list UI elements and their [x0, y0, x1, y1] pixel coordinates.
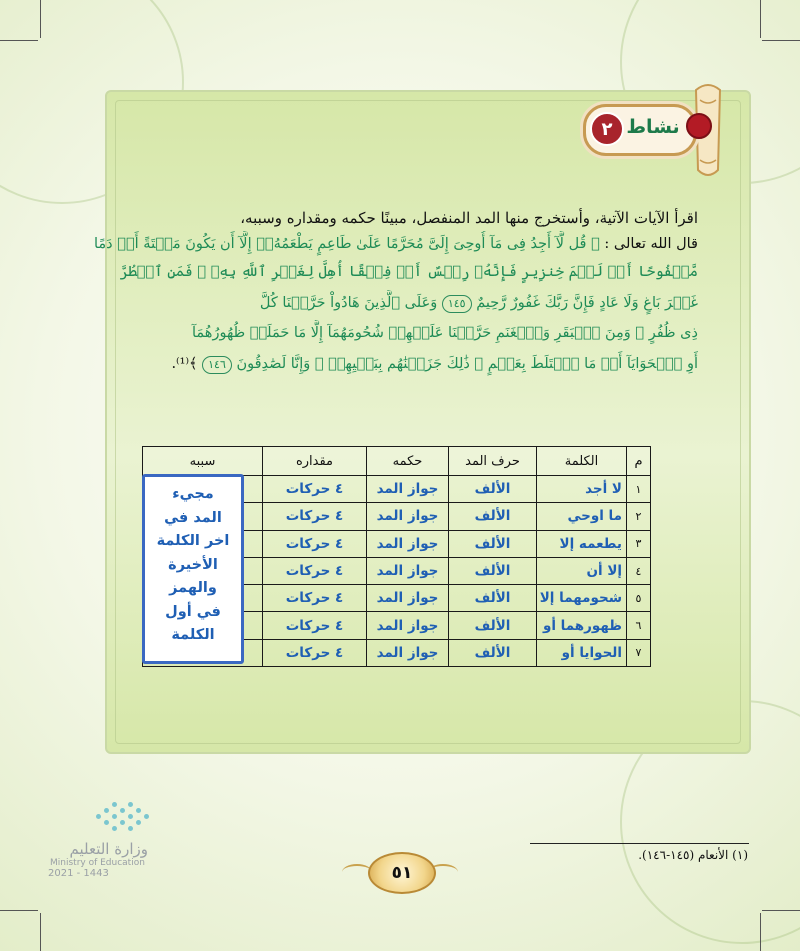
row-ruling: جواز المد: [367, 530, 449, 557]
row-ruling: جواز المد: [367, 476, 449, 503]
row-amount: ٤ حركات: [263, 639, 367, 666]
row-word: ظهورهما أو: [537, 612, 627, 639]
crop-mark: [762, 40, 800, 41]
row-word: شحومهما إلا: [537, 585, 627, 612]
row-letter: الألف: [449, 530, 537, 557]
row-letter: الألف: [449, 612, 537, 639]
row-amount: ٤ حركات: [263, 612, 367, 639]
verse-line: [78, 351, 698, 377]
row-amount: ٤ حركات: [263, 585, 367, 612]
row-amount: ٤ حركات: [263, 503, 367, 530]
row-ruling: جواز المد: [367, 557, 449, 584]
reason-answer-box: [142, 474, 244, 664]
row-word: الحوايا أو: [537, 639, 627, 666]
reason-line: الأخيرة: [168, 556, 218, 573]
row-letter: الألف: [449, 585, 537, 612]
verse-intro: قال الله تعالى :: [604, 236, 698, 252]
reason-line: المد في: [164, 509, 222, 526]
verse-text: أَوِ ٱلۡحَوَايَآ أَوۡ مَا ٱخۡتَلَطَ بِعَظۡمٍ ۚ ذَٰلِكَ جَزَيۡنَٰهُم بِبَغۡيِهِمۡ ۖ وَإِنَّا لَصَٰدِقُونَ: [236, 356, 698, 372]
reason-line: الكلمة: [171, 627, 215, 643]
row-index: ٧: [627, 639, 651, 666]
row-word: ما اوحي: [537, 503, 627, 530]
header-amount: مقداره: [263, 447, 367, 476]
crop-mark: [760, 913, 761, 951]
row-index: ٦: [627, 612, 651, 639]
page-number-ornament: [338, 848, 462, 894]
row-index: ٥: [627, 585, 651, 612]
row-word: يطعمه إلا: [537, 530, 627, 557]
crop-mark: [762, 910, 800, 911]
instructions: اقرأ الآيات الآتية، وأستخرج منها المد المنفصل، مبينًا حكمه ومقداره وسببه،: [240, 209, 698, 227]
page-number: ٥١: [368, 852, 436, 894]
activity-number: ٢: [590, 112, 624, 146]
crop-mark: [0, 910, 38, 911]
header-ruling: حكمه: [367, 447, 449, 476]
row-letter: الألف: [449, 557, 537, 584]
row-ruling: جواز المد: [367, 639, 449, 666]
row-ruling: جواز المد: [367, 612, 449, 639]
row-letter: الألف: [449, 503, 537, 530]
header-reason: سببه: [143, 447, 263, 476]
verse-text: ذِى ظُفُرٍ ۖ وَمِنَ ٱلۡبَقَرِ وَٱلۡغَنَمِ حَرَّمۡنَا عَلَيۡهِمۡ شُحُومَهُمَآ إِلَّا مَا حَمَلَتۡ ظُهُورُهُمَآ: [192, 325, 698, 341]
activity-label: نشاط: [626, 116, 680, 138]
verse-line: [78, 231, 698, 257]
ministry-name-english: Ministry of Education: [50, 858, 145, 868]
footnote-divider: [530, 843, 749, 844]
verse-text: وَعَلَى ٱلَّذِينَ هَادُواْ حَرَّمۡنَا كُلَّ: [259, 295, 438, 311]
verse-line: [78, 259, 698, 285]
verse-text: ﴿ قُل لَّآ أَجِدُ فِى مَآ أُوحِىَ إِلَىَّ مُحَرَّمًا عَلَىٰ طَاعِمٍ يَطْعَمُهُۥٓ إِلَّآ أَن يَكُونَ مَيۡتَةً أَوۡ دَمًا: [94, 236, 600, 252]
verse-line: [78, 290, 698, 316]
wax-seal-icon: [686, 113, 712, 139]
ministry-logo: [44, 800, 154, 880]
table-header-row: [143, 447, 651, 476]
row-ruling: جواز المد: [367, 585, 449, 612]
crop-mark: [0, 40, 38, 41]
row-amount: ٤ حركات: [263, 530, 367, 557]
crop-mark: [760, 0, 761, 38]
verse-end: ﴾⁽¹⁾.: [171, 356, 198, 372]
row-index: ٣: [627, 530, 651, 557]
header-word: الكلمة: [537, 447, 627, 476]
verse-line: [78, 320, 698, 346]
row-word: إلا أن: [537, 557, 627, 584]
row-word: لا أجد: [537, 476, 627, 503]
verse-text: غَيۡرَ بَاغٍ وَلَا عَادٍ فَإِنَّ رَبَّكَ غَفُورٌ رَّحِيمٌ: [476, 295, 698, 311]
crop-mark: [40, 913, 41, 951]
reason-line: في أول: [165, 603, 221, 620]
ministry-year: 2021 - 1443: [48, 868, 109, 879]
reason-line: والهمز: [169, 580, 217, 596]
row-index: ١: [627, 476, 651, 503]
row-letter: الألف: [449, 476, 537, 503]
ayah-number: ١٤٥: [442, 295, 472, 313]
ministry-name-arabic: وزارة التعليم: [69, 840, 148, 858]
row-index: ٤: [627, 557, 651, 584]
footnote: (١) الأنعام (١٤٥-١٤٦).: [638, 848, 748, 862]
header-index: م: [627, 447, 651, 476]
crop-mark: [40, 0, 41, 38]
header-letter: حرف المد: [449, 447, 537, 476]
ayah-number: ١٤٦: [202, 356, 232, 374]
row-ruling: جواز المد: [367, 503, 449, 530]
reason-line: مجيء: [172, 486, 214, 502]
ministry-dots-icon: [96, 800, 154, 834]
verse-text: مَّسۡفُوحًا أَوۡ لَحۡمَ خِنزِيرٍ فَإِنَّهُۥ رِجۡسٌ أَوۡ فِسۡقًا أُهِلَّ لِغَيۡرِ ٱللَّهِ بِهِۦ ۚ فَمَنِ ٱضۡطُرَّ: [119, 264, 698, 280]
row-index: ٢: [627, 503, 651, 530]
row-amount: ٤ حركات: [263, 476, 367, 503]
row-letter: الألف: [449, 639, 537, 666]
row-amount: ٤ حركات: [263, 557, 367, 584]
reason-line: اخر الكلمة: [156, 533, 230, 549]
